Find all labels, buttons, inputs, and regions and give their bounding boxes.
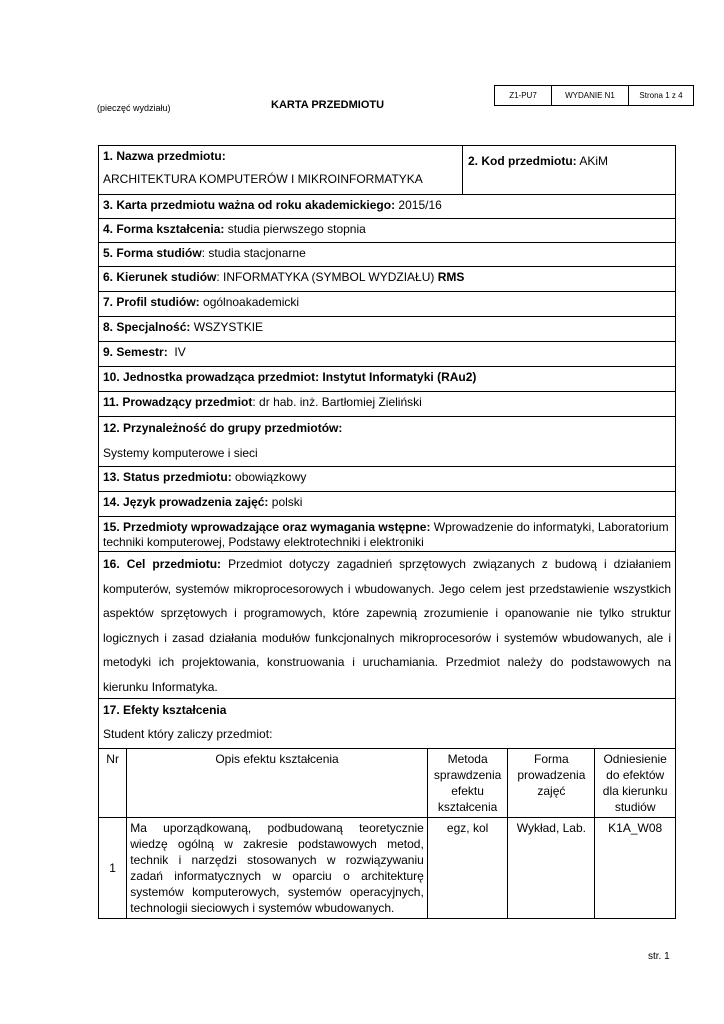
subject-code: 2. Kod przedmiotu: AKiM: [468, 154, 609, 168]
page-of: Strona 1 z 4: [629, 86, 694, 106]
cell-divider: [462, 146, 463, 194]
field-6-row: 6. Kierunek studiów: INFORMATYKA (SYMBOL WYDZIAŁU) RMS: [98, 266, 676, 292]
row-method: egz, kol: [427, 818, 508, 919]
table-header-row: [99, 749, 676, 818]
field-3-row: 3. Karta przedmiotu ważna od roku akademickiego: 2015/16: [98, 194, 676, 219]
field-4-row: 4. Forma kształcenia: studia pierwszego stopnia: [98, 218, 676, 243]
field-5-row: 5. Forma studiów: studia stacjonarne: [98, 242, 676, 267]
col-method-header: Metoda sprawdzenia efektu kształcenia: [427, 749, 508, 818]
field-13-row: 13. Status przedmiotu: obowiązkowy: [98, 466, 676, 492]
row-form: Wykład, Lab.: [508, 818, 595, 919]
col-nr-header: Nr: [99, 749, 127, 818]
field-1-value: ARCHITEKTURA KOMPUTERÓW I MIKROINFORMATYKA: [103, 172, 423, 186]
field-16-row: 16. Cel przedmiotu: Przedmiot dotyczy zagadnień sprzętowych związanych z budową i działaniem komputerów, systemów mikroprocesorowych i wbudowanych. Jego celem jest przedstawienie wszystkich aspektów sprzętowych i programowych, które zapewnią zrozumienie i opanowanie nie tylko struktur logicznych i zasad działania modułów funkcjonalnych mikroprocesorów i systemów wbudowanych, ale i metodyki ich projektowania, konstruowania i uruchamiania. Przedmiot należy do podstawowych na kierunku Informatyka.: [98, 551, 676, 699]
row-ref: K1A_W08: [595, 818, 676, 919]
row-desc: Ma uporządkowaną, podbudowaną teoretycznie wiedzę ogólną w zakresie podstawowych metod, technik i narzędzi stosowanych w rozwiązywaniu zadań informatycznych w oparciu o architekturę systemów komputerowych, systemów operacyjnych, technologii sieciowych i systemów wbudowanych.: [127, 818, 428, 919]
table-row: [99, 818, 676, 919]
field-15-row: 15. Przedmioty wprowadzające oraz wymagania wstępne: Wprowadzenie do informatyki, Laboratorium techniki komputerowej, Podstawy elektrotechniki i elektroniki: [98, 516, 676, 552]
field-17-row: 17. Efekty kształcenia Student który zaliczy przedmiot:: [98, 698, 676, 749]
learning-outcomes-table: [98, 748, 676, 919]
field-11-row: 11. Prowadzący przedmiot: dr hab. inż. Bartłomiej Zieliński: [98, 391, 676, 417]
form-header-box: [494, 85, 694, 106]
stamp-placeholder: (pieczęć wydziału): [97, 103, 171, 113]
form-code: Z1-PU7: [495, 86, 552, 106]
edition: WYDANIE N1: [552, 86, 629, 106]
col-desc-header: Opis efektu kształcenia: [127, 749, 428, 818]
row-nr: 1: [99, 818, 127, 919]
field-14-row: 14. Język prowadzenia zajęć: polski: [98, 491, 676, 517]
field-8-row: 8. Specjalność: WSZYSTKIE: [98, 316, 676, 342]
field-12-row: 12. Przynależność do grupy przedmiotów: Systemy komputerowe i sieci: [98, 416, 676, 467]
col-form-header: Forma prowadzenia zajęć: [508, 749, 595, 818]
document-title: KARTA PRZEDMIOTU: [271, 99, 385, 111]
field-7-row: 7. Profil studiów: ogólnoakademicki: [98, 291, 676, 317]
field-10-row: 10. Jednostka prowadząca przedmiot: Instytut Informatyki (RAu2): [98, 366, 676, 392]
field-9-row: 9. Semestr: IV: [98, 341, 676, 367]
field-1-label: 1. Nazwa przedmiotu:: [103, 149, 226, 163]
subject-name-row: [98, 145, 676, 195]
col-ref-header: Odniesienie do efektów dla kierunku studiów: [595, 749, 676, 818]
page-number: str. 1: [648, 951, 670, 962]
